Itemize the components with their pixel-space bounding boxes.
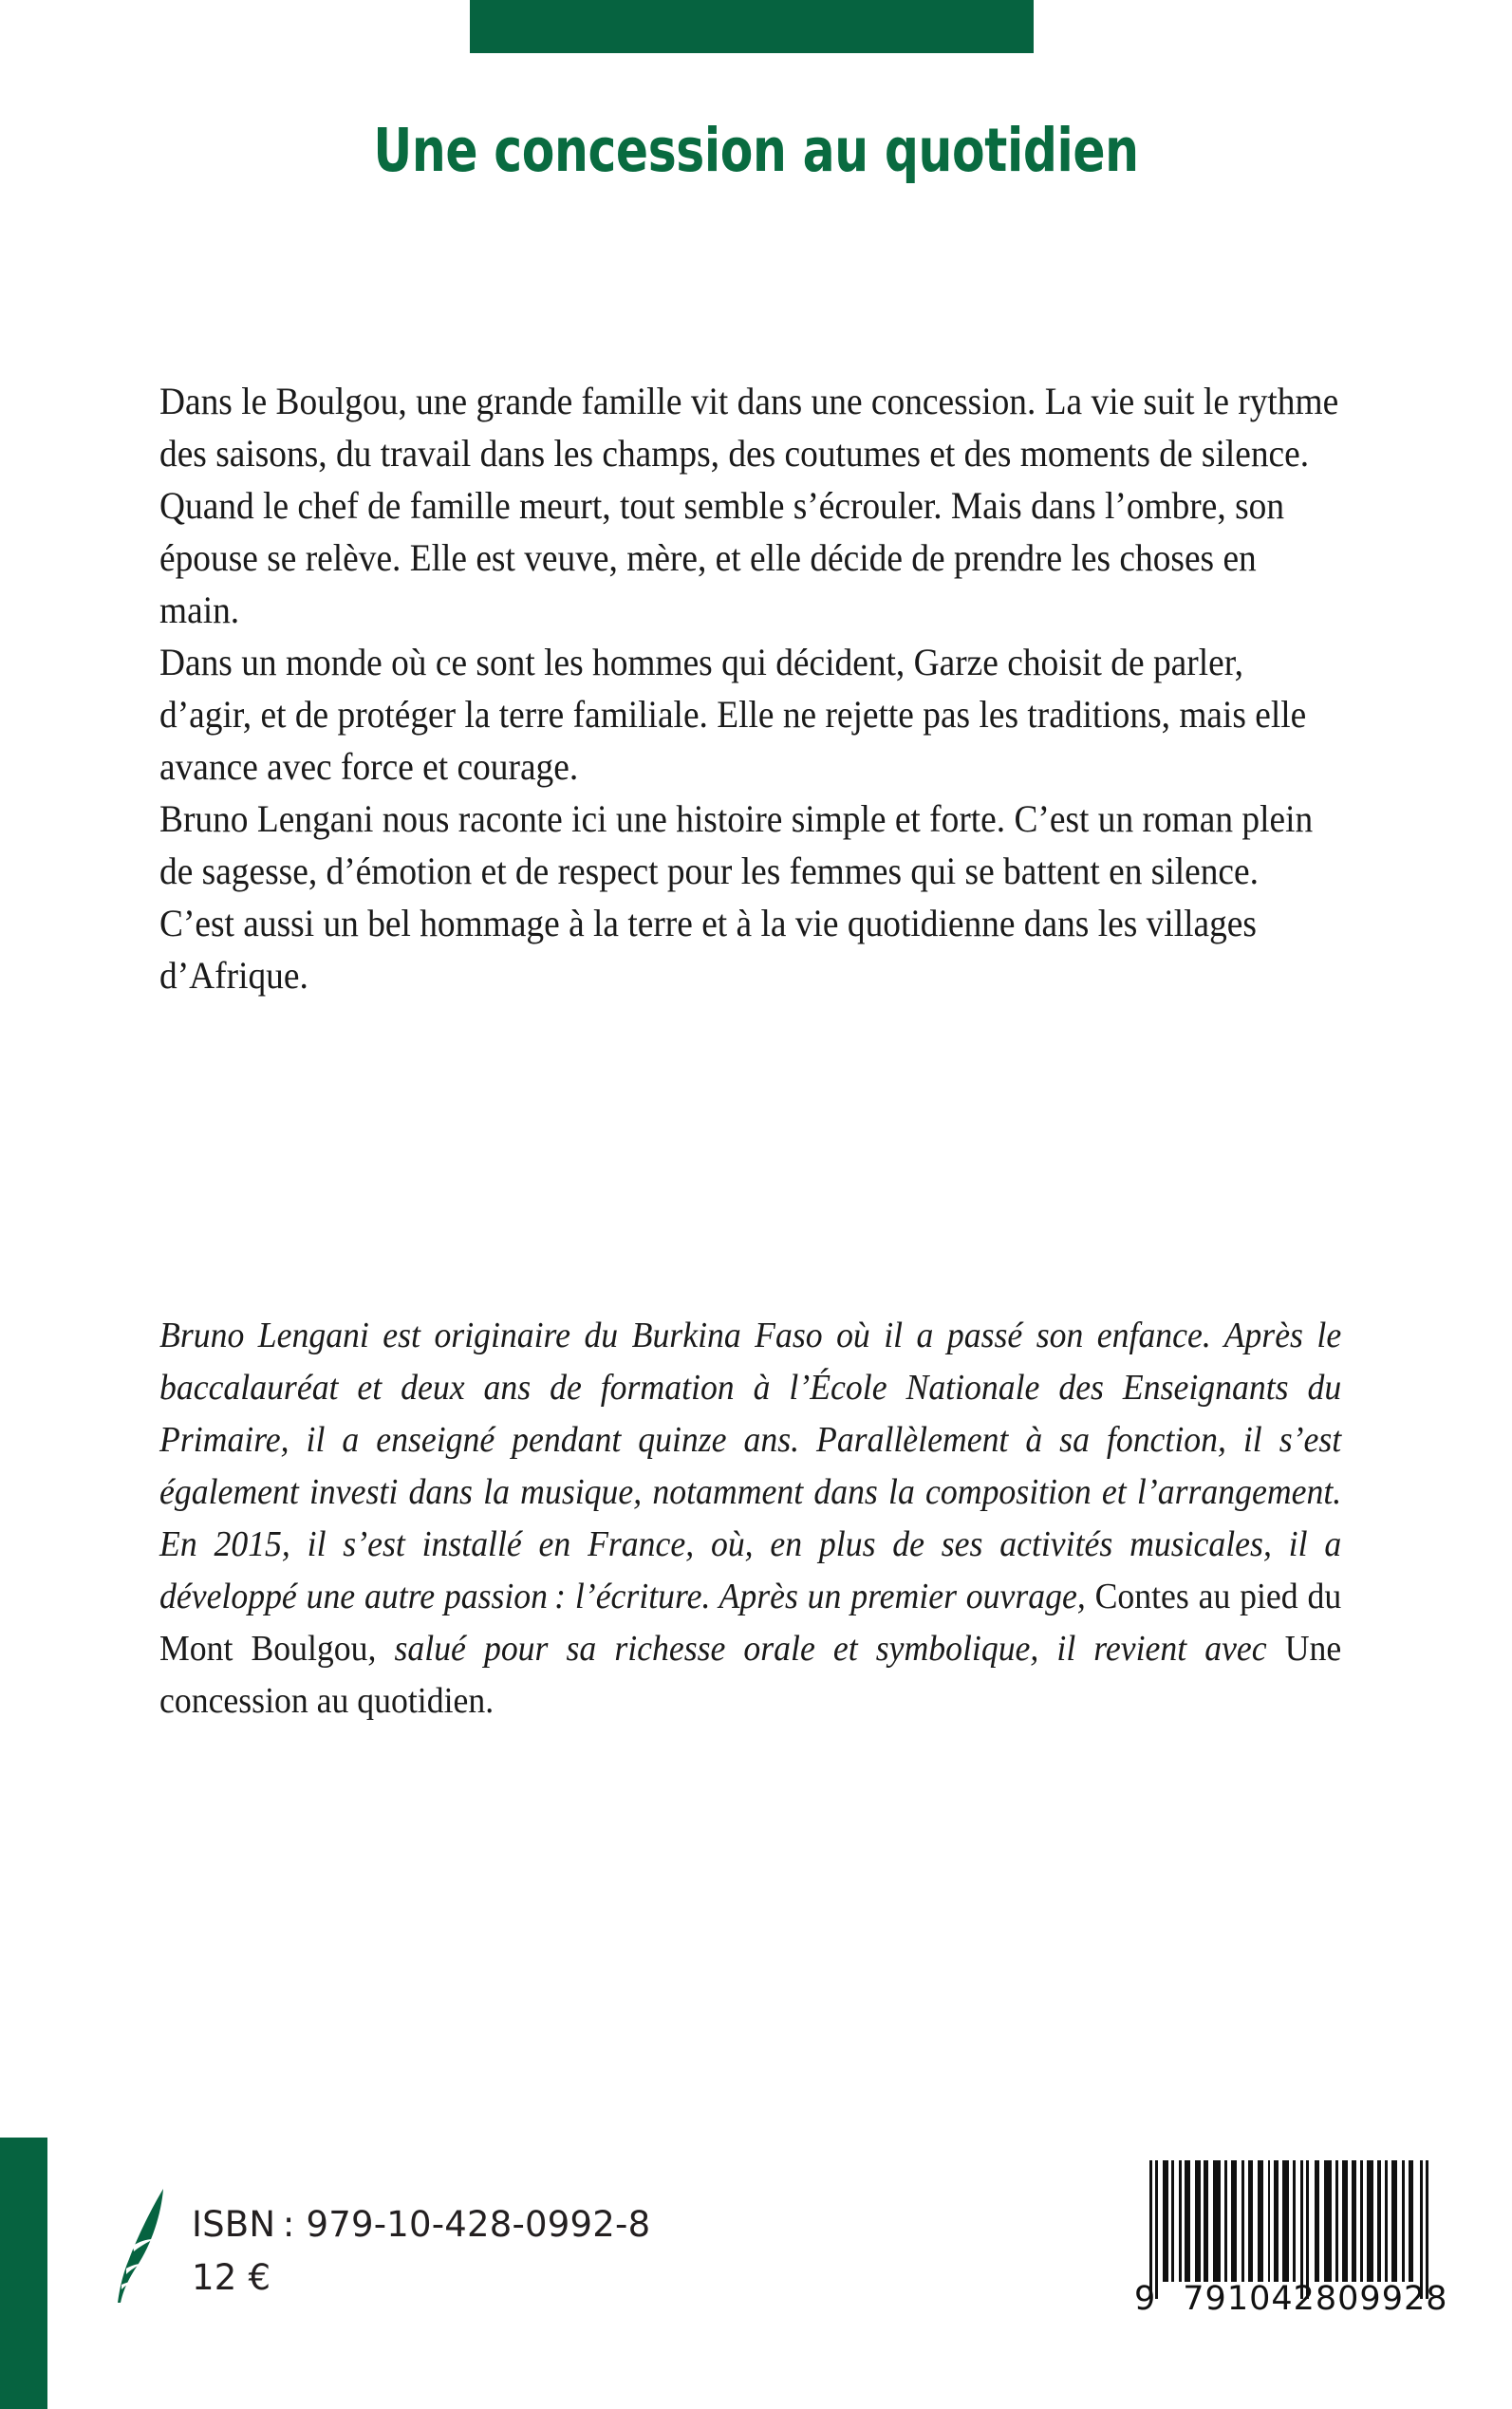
barcode — [1129, 2160, 1448, 2318]
feather-quill-icon — [114, 2185, 167, 2306]
blurb-paragraph: Quand le chef de famille meurt, tout semble s’écrouler. Mais dans l’ombre, son épouse se relève. Elle est veuve, mère, et elle décide de prendre les choses en main. — [159, 484, 1285, 631]
spine-green-block — [0, 2138, 47, 2409]
bio-text-part-3: . — [485, 1681, 495, 1721]
price-text: 12 € — [192, 2257, 271, 2298]
bio-work-title-1: Contes au pied du Mont Boulgou — [159, 1577, 1342, 1669]
footer-publisher-info — [114, 2185, 650, 2306]
top-green-bar — [470, 0, 1034, 53]
barcode-digit-right: 809928 — [1315, 2280, 1448, 2318]
barcode-digits — [1129, 2280, 1448, 2318]
barcode-digit-left: 9 — [1134, 2280, 1157, 2318]
blurb-paragraph: C’est aussi un bel hommage à la terre et à la vie quotidienne dans les villages d’Afrique. — [159, 902, 1257, 997]
blurb-paragraph: Bruno Lengani nous raconte ici une histoire simple et forte. C’est un roman plein de sagesse, d’émotion et de respect pour les femmes qui se battent en silence. — [159, 797, 1314, 892]
bio-text-part-2: , salué pour sa richesse orale et symbolique, il revient avec — [367, 1629, 1285, 1669]
blurb-section — [159, 375, 1341, 1001]
isbn-price-block — [192, 2198, 650, 2306]
barcode-digit-middle: 791042 — [1183, 2280, 1316, 2318]
author-biography — [159, 1310, 1341, 1727]
page-title: Une concession au quotidien — [373, 116, 1139, 185]
bio-work-title-2: Une concession au quotidien — [159, 1629, 1342, 1721]
blurb-paragraph: Dans un monde où ce sont les hommes qui décident, Garze choisit de parler, d’agir, et de protéger la terre familiale. Elle ne rejette pas les traditions, mais elle avance avec force et courage. — [159, 641, 1307, 788]
blurb-paragraph: Dans le Boulgou, une grande famille vit dans une concession. La vie suit le rythme des saisons, du travail dans les champs, des coutumes et des moments de silence. — [159, 380, 1339, 475]
isbn-text: ISBN : 979-10-428-0992-8 — [192, 2204, 651, 2245]
bio-text-part-1: Bruno Lengani est originaire du Burkina Faso où il a passé son enfance. Après le baccalauréat et deux ans de formation à l’École Nationale des Enseignants du Primaire, il a enseigné pendant quinze ans. Parallèlement à sa fonction, il s’est également investi dans la musique, notamment dans la composition et l’arrangement. En 2015, il s’est installé en France, où, en plus de ses activités musicales, il a développé une autre passion : l’écriture. Après un premier ouvrage, — [159, 1316, 1342, 1616]
author-bio-paragraph — [159, 1310, 1341, 1727]
